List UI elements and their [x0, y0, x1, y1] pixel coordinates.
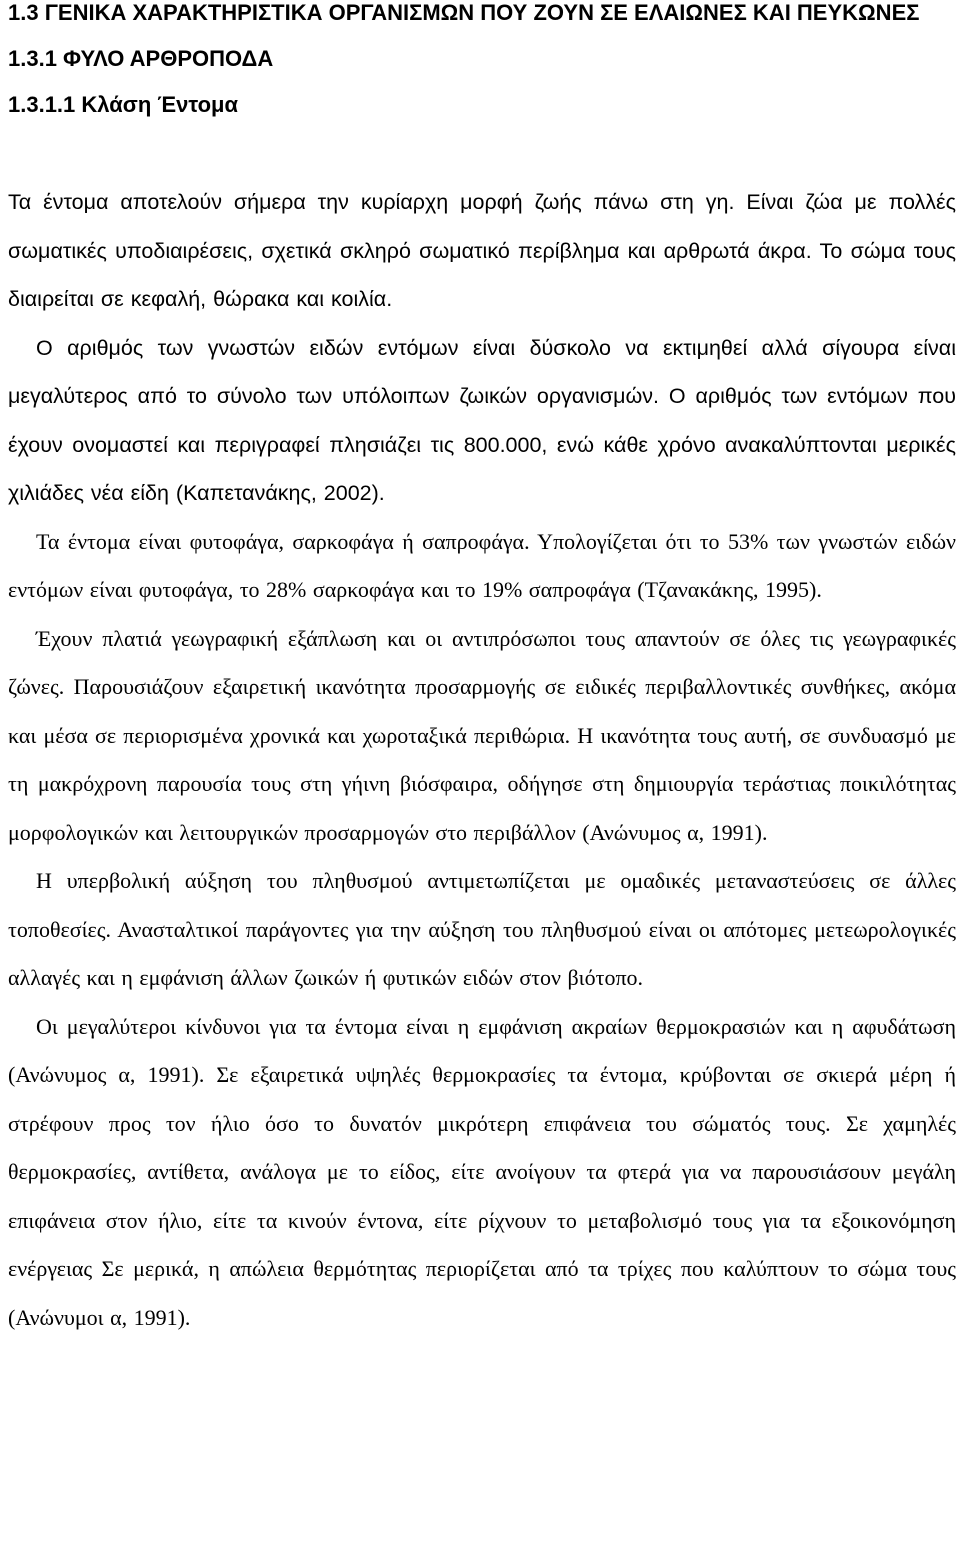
document-body — [8, 178, 956, 1342]
subsubsection-heading: 1.3.1.1 Κλάση Έντομα — [8, 92, 239, 117]
section-heading: 1.3 ΓΕΝΙΚΑ ΧΑΡΑΚΤΗΡΙΣΤΙΚΑ ΟΡΓΑΝΙΣΜΩΝ ΠΟΥ ΖΟΥΝ ΣΕ ΕΛΑΙΩΝΕΣ ΚΑΙ ΠΕΥΚΩΝΕΣ — [8, 0, 920, 25]
subsection-heading: 1.3.1 ΦΥΛΟ ΑΡΘΡΟΠΟΔΑ — [8, 46, 274, 71]
paragraph-distribution: Έχουν πλατιά γεωγραφική εξάπλωση και οι αντιπρόσωποι τους απαντούν σε όλες τις γεωγραφικές ζώνες. Παρουσιάζουν εξαιρετική ικανότητα προσαρμογής σε ειδικές περιβαλλοντικές συνθήκες, ακόμα και μέσα σε περιορισμένα χρονικά και χωροταξικά περιθώρια. Η ικανότητα τους αυτή, σε συνδυασμό με τη μακρόχρονη παρουσία τους στη γήινη βιόσφαιρα, οδήγησε στη δημιουργία τεράστιας ποικιλότητας μορφολογικών και λειτουργικών προσαρμογών στο περιβάλλον (Ανώνυμος α, 1991). — [8, 625, 956, 845]
paragraph-diet: Τα έντομα είναι φυτοφάγα, σαρκοφάγα ή σαπροφάγα. Υπολογίζεται ότι το 53% των γνωστών ειδών εντόμων είναι φυτοφάγα, το 28% σαρκοφάγα και το 19% σαπροφάγα (Τζανακάκης, 1995). — [8, 528, 956, 602]
paragraph-species-count: Ο αριθμός των γνωστών ειδών εντόμων είναι δύσκολο να εκτιμηθεί αλλά σίγουρα είναι μεγαλύτερος από το σύνολο των υπόλοιπων ζωικών οργανισμών. Ο αριθμός των εντόμων που έχουν ονομαστεί και περιγραφεί πλησιάζει τις 800.000, ενώ κάθε χρόνο ανακαλύπτονται μερικές χιλιάδες νέα είδη (Καπετανάκης, 2002). — [8, 335, 956, 505]
paragraph-intro: Τα έντομα αποτελούν σήμερα την κυρίαρχη μορφή ζωής πάνω στη γη. Είναι ζώα με πολλές σωματικές υποδιαιρέσεις, σχετικά σκληρό σωματικό περίβλημα και αρθρωτά άκρα. Το σώμα τους διαιρείται σε κεφαλή, θώρακα και κοιλία. — [8, 190, 956, 311]
document-page — [8, 0, 956, 1342]
paragraph-population: Η υπερβολική αύξηση του πληθυσμού αντιμετωπίζεται με ομαδικές μεταναστεύσεις σε άλλες τοποθεσίες. Ανασταλτικοί παράγοντες για την αύξηση του πληθυσμού είναι οι απότομες μετεωρολογικές αλλαγές και η εμφάνιση άλλων ζωικών ή φυτικών ειδών στον βιότοπο. — [8, 868, 956, 990]
paragraph-dangers: Οι μεγαλύτεροι κίνδυνοι για τα έντομα είναι η εμφάνιση ακραίων θερμοκρασιών και η αφυδάτωση (Ανώνυμος α, 1991). Σε εξαιρετικά υψηλές θερμοκρασίες τα έντομα, κρύβονται σε σκιερά μέρη ή στρέφουν προς τον ήλιο όσο το δυνατόν μικρότερη επιφάνεια του σώματός τους. Σε χαμηλές θερμοκρασίες, αντίθετα, ανάλογα με το είδος, είτε ανοίγουν τα φτερά για να παρουσιάσουν μεγάλη επιφάνεια στον ήλιο, είτε τα κινούν έντονα, είτε ρίχνουν το μεταβολισμό τους για τα εξοικονόμηση ενέργειας Σε μερικά, η απώλεια θερμότητας περιορίζεται από τα τρίχες που καλύπτουν το σώμα τους (Ανώνυμοι α, 1991). — [8, 1013, 956, 1330]
